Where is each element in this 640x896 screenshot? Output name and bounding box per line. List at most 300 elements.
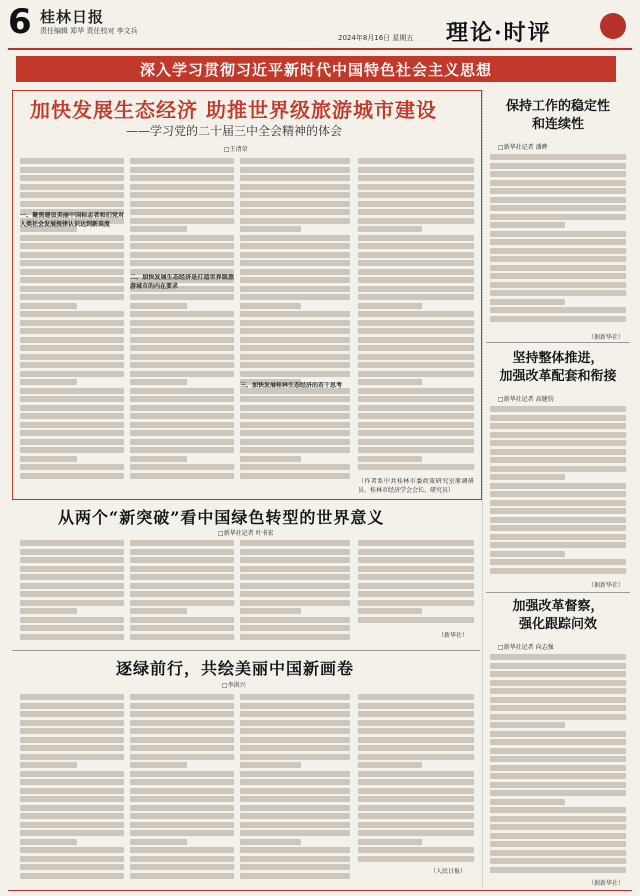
text-line [490, 790, 626, 796]
text-line [358, 703, 474, 709]
text-line [358, 175, 474, 181]
text-line [240, 311, 350, 317]
text-line [358, 813, 474, 819]
text-line [490, 850, 626, 856]
text-line [20, 235, 124, 241]
text-line [130, 422, 234, 428]
paper-name-logo: 桂林日报 [40, 8, 105, 26]
text-line [490, 867, 626, 873]
body-text-lines [20, 540, 124, 640]
text-line [358, 557, 474, 563]
text-line [490, 663, 626, 669]
text-line [20, 771, 124, 777]
section-emblem-icon [600, 13, 626, 39]
text-line [130, 456, 187, 462]
text-line [240, 192, 350, 198]
text-line [490, 231, 626, 237]
body-text-lines [490, 154, 626, 322]
text-line [490, 824, 626, 830]
text-line [240, 720, 350, 726]
text-line [20, 439, 124, 445]
text-line [358, 779, 474, 785]
text-line [240, 864, 350, 870]
text-line [130, 464, 234, 470]
text-line [20, 625, 124, 631]
text-line [20, 260, 124, 266]
text-line [20, 252, 124, 258]
text-line [130, 235, 234, 241]
text-line [358, 320, 474, 326]
text-line [20, 557, 124, 563]
text-line [20, 566, 124, 572]
text-line [490, 248, 626, 254]
text-line [358, 184, 474, 190]
text-line [358, 405, 474, 411]
text-line [490, 688, 626, 694]
text-line [20, 720, 124, 726]
text-line [20, 294, 124, 300]
text-line [358, 396, 474, 402]
text-line [20, 796, 124, 802]
header-divider [8, 48, 632, 50]
text-line [20, 813, 124, 819]
text-line [240, 557, 350, 563]
lead-column-3 [240, 158, 350, 488]
text-line [130, 430, 234, 436]
text-line [20, 396, 124, 402]
text-line [490, 542, 626, 548]
text-line [240, 591, 350, 597]
text-line [490, 491, 626, 497]
text-line [20, 201, 124, 207]
text-line [358, 694, 474, 700]
text-line [358, 430, 474, 436]
text-line [240, 260, 350, 266]
text-line [358, 218, 474, 224]
feature2-column-1 [20, 540, 124, 644]
text-line [20, 779, 124, 785]
text-line [490, 748, 626, 754]
feature3-column-3 [240, 694, 350, 884]
body-text-lines [20, 158, 124, 479]
text-line [20, 473, 124, 479]
text-line [130, 634, 234, 640]
text-line [358, 600, 474, 606]
body-text-lines [130, 694, 234, 879]
text-line [490, 239, 626, 245]
text-line [490, 273, 626, 279]
text-line [130, 473, 234, 479]
text-line [240, 328, 350, 334]
text-line [358, 167, 474, 173]
text-line [358, 830, 474, 836]
text-line [240, 218, 350, 224]
text-line [240, 277, 350, 283]
text-line [20, 574, 124, 580]
text-line [358, 260, 474, 266]
text-line [240, 583, 350, 589]
sidebar-item1-title-line2: 和连续性 [531, 117, 584, 132]
text-line [490, 299, 565, 305]
text-line [358, 788, 474, 794]
text-line [130, 694, 234, 700]
text-line [240, 634, 350, 640]
text-line [130, 388, 234, 394]
text-line [240, 413, 350, 419]
text-line [240, 608, 301, 614]
text-line [20, 634, 124, 640]
text-line [20, 362, 124, 368]
text-line [130, 328, 234, 334]
text-line [20, 192, 124, 198]
feature3-source: （人民日报） [430, 868, 467, 875]
feature3-title: 逐绿前行，共绘美丽中国新画卷 [116, 659, 355, 678]
text-line [240, 286, 350, 292]
text-line [20, 158, 124, 164]
text-line [20, 737, 124, 743]
text-line [358, 294, 474, 300]
feature2-source: （新华社） [438, 632, 469, 639]
sidebar-item3-title-line1: 加强改革督察， [512, 599, 604, 614]
text-line [490, 483, 626, 489]
text-line [240, 822, 350, 828]
text-line [490, 654, 626, 660]
text-line [130, 354, 234, 360]
text-line [240, 617, 350, 623]
text-line [130, 201, 234, 207]
text-line [240, 158, 350, 164]
text-line [358, 439, 474, 445]
text-line [20, 345, 124, 351]
text-line [240, 269, 350, 275]
text-line [130, 608, 187, 614]
text-line [130, 209, 234, 215]
lead-column-2 [130, 158, 234, 488]
text-line [490, 256, 626, 262]
text-line [358, 856, 474, 862]
text-line [358, 464, 474, 470]
text-line [20, 754, 124, 760]
feature3-column-4 [358, 694, 474, 864]
lead-article-author: □王清荣 [224, 146, 248, 153]
text-line [20, 269, 124, 275]
text-line [20, 456, 77, 462]
lead-column-1 [20, 158, 124, 488]
text-line [130, 574, 234, 580]
text-line [20, 464, 124, 470]
text-line [240, 252, 350, 258]
text-line [358, 422, 474, 428]
body-text-lines [358, 158, 474, 470]
text-line [20, 711, 124, 717]
sidebar-item3-title-line2: 强化跟踪问效 [518, 617, 597, 632]
text-line [490, 534, 626, 540]
text-line [130, 583, 234, 589]
lead-heading-3: 三、加快发展桂林生态经济的若干思考 [240, 382, 343, 389]
text-line [130, 158, 234, 164]
text-line [240, 830, 350, 836]
text-line [490, 432, 626, 438]
text-line [20, 830, 124, 836]
text-line [490, 415, 626, 421]
text-line [130, 813, 234, 819]
text-line [20, 422, 124, 428]
lead-article-subtitle: ——学习党的二十届三中全会精神的体会 [126, 124, 343, 138]
text-line [20, 745, 124, 751]
text-line [490, 517, 626, 523]
text-line [130, 540, 234, 546]
text-line [358, 608, 422, 614]
text-line [240, 737, 350, 743]
lead-footer-note: （作者系中共桂林市委政策研究室原调研员、桂林市经济学会会长、研究员） [358, 478, 474, 494]
text-line [20, 608, 77, 614]
text-line [130, 737, 234, 743]
text-line [130, 779, 234, 785]
text-line [240, 574, 350, 580]
text-line [20, 337, 124, 343]
text-line [130, 447, 234, 453]
text-line [240, 703, 350, 709]
text-line [130, 796, 234, 802]
text-line [20, 277, 124, 283]
text-line [240, 728, 350, 734]
text-line [130, 754, 234, 760]
text-line [130, 379, 187, 385]
text-line [20, 405, 124, 411]
text-line [240, 847, 350, 853]
text-line [490, 180, 626, 186]
text-line [20, 354, 124, 360]
sidebar-item1-author: □新华社记者 潘晔 [498, 144, 548, 151]
text-line [20, 864, 124, 870]
text-line [358, 737, 474, 743]
text-line [358, 235, 474, 241]
text-line [240, 320, 350, 326]
text-line [130, 439, 234, 445]
text-line [358, 822, 474, 828]
text-line [490, 474, 565, 480]
body-text-lines [240, 158, 350, 479]
text-line [240, 201, 350, 207]
text-line [20, 549, 124, 555]
text-line [130, 728, 234, 734]
text-line [490, 739, 626, 745]
text-line [130, 625, 234, 631]
text-line [240, 243, 350, 249]
text-line [130, 720, 234, 726]
text-line [490, 756, 626, 762]
text-line [20, 762, 77, 768]
text-line [130, 362, 234, 368]
text-line [20, 856, 124, 862]
text-line [240, 396, 350, 402]
text-line [130, 617, 234, 623]
text-line [358, 720, 474, 726]
sidebar-item2-source: （据新华社） [588, 582, 625, 589]
text-line [358, 771, 474, 777]
text-line [490, 773, 626, 779]
text-line [358, 158, 474, 164]
text-line [130, 345, 234, 351]
text-line [240, 549, 350, 555]
text-line [490, 671, 626, 677]
body-text-lines [20, 694, 124, 879]
text-line [20, 243, 124, 249]
text-line [358, 754, 474, 760]
text-line [490, 765, 626, 771]
text-line [240, 464, 350, 470]
sidebar-item2-title-line1: 坚持整体推进， [512, 351, 604, 366]
text-line [130, 771, 234, 777]
text-line [490, 841, 626, 847]
text-line [130, 192, 234, 198]
text-line [20, 728, 124, 734]
text-line [490, 282, 626, 288]
text-line [240, 745, 350, 751]
lead-column-4 [358, 158, 474, 476]
text-line [20, 320, 124, 326]
sidebar-item3-body [490, 654, 626, 878]
text-line [358, 286, 474, 292]
text-line [130, 711, 234, 717]
text-line [490, 440, 626, 446]
text-line [130, 167, 234, 173]
text-line [130, 405, 234, 411]
text-line [358, 201, 474, 207]
text-line [240, 447, 350, 453]
text-line [490, 316, 626, 322]
text-line [20, 873, 124, 879]
text-line [130, 549, 234, 555]
text-line [20, 540, 124, 546]
text-line [490, 722, 565, 728]
text-line [490, 154, 626, 160]
text-line [358, 379, 422, 385]
body-text-lines [240, 694, 350, 879]
text-line [20, 703, 124, 709]
text-line [358, 192, 474, 198]
text-line [358, 549, 474, 555]
sidebar-item3-author: □新华社记者 向志强 [498, 644, 554, 651]
text-line [240, 175, 350, 181]
text-line [358, 243, 474, 249]
text-line [20, 413, 124, 419]
text-line [240, 762, 301, 768]
text-line [490, 406, 626, 412]
text-line [130, 864, 234, 870]
feature2-title: 从两个“新突破”看中国绿色转型的世界意义 [58, 508, 385, 527]
text-line [490, 680, 626, 686]
text-line [358, 371, 474, 377]
text-line [130, 218, 234, 224]
body-text-lines [358, 694, 474, 862]
text-line [358, 762, 422, 768]
text-line [490, 423, 626, 429]
text-line [490, 290, 626, 296]
text-line [358, 540, 474, 546]
text-line [490, 858, 626, 864]
text-line [490, 782, 626, 788]
text-line [20, 600, 124, 606]
text-line [20, 822, 124, 828]
text-line [130, 184, 234, 190]
text-line [240, 209, 350, 215]
text-line [240, 754, 350, 760]
body-text-lines [490, 654, 626, 873]
lead-heading-1: 一、聚焦建设美丽中国标志者和们党对人类社会发展规律认识达到新高度 [20, 212, 124, 228]
text-line [130, 294, 234, 300]
text-line [240, 294, 350, 300]
sidebar-item2-author: □新华社记者 高健钧 [498, 396, 554, 403]
text-line [20, 328, 124, 334]
text-line [358, 345, 474, 351]
text-line [490, 705, 626, 711]
text-line [240, 873, 350, 879]
text-line [20, 617, 124, 623]
text-line [240, 430, 350, 436]
text-line [240, 422, 350, 428]
text-line [240, 473, 350, 479]
text-line [490, 568, 626, 574]
text-line [130, 311, 234, 317]
text-line [490, 466, 626, 472]
sidebar-item3-source: （据新华社） [588, 880, 625, 887]
text-line [490, 171, 626, 177]
text-line [20, 839, 77, 845]
page-number: 6 [8, 2, 32, 42]
text-line [240, 371, 350, 377]
text-line [490, 559, 626, 565]
sidebar-item2-title-line2: 加强改革配套和衔接 [499, 369, 617, 384]
text-line [130, 320, 234, 326]
text-line [490, 525, 626, 531]
text-line [490, 449, 626, 455]
text-line [490, 188, 626, 194]
body-text-lines [490, 406, 626, 574]
text-line [358, 311, 474, 317]
text-line [20, 847, 124, 853]
text-line [20, 788, 124, 794]
text-line [130, 745, 234, 751]
feature2-column-4 [358, 540, 474, 630]
text-line [358, 745, 474, 751]
text-line [20, 303, 77, 309]
text-line [490, 205, 626, 211]
text-line [358, 413, 474, 419]
text-line [358, 574, 474, 580]
text-line [240, 303, 301, 309]
text-line [358, 728, 474, 734]
sidebar-divider-1 [486, 342, 630, 343]
text-line [130, 557, 234, 563]
text-line [490, 265, 626, 271]
text-line [240, 805, 350, 811]
text-line [130, 303, 187, 309]
text-line [130, 252, 234, 258]
text-line [490, 214, 626, 220]
text-line [358, 362, 474, 368]
text-line [20, 379, 77, 385]
text-line [490, 307, 626, 313]
section-title: 理论·时评 [446, 20, 552, 46]
text-line [240, 788, 350, 794]
text-line [358, 447, 474, 453]
text-line [240, 167, 350, 173]
text-line [130, 260, 234, 266]
text-line [130, 226, 187, 232]
feature3-column-2 [130, 694, 234, 884]
text-line [358, 328, 474, 334]
